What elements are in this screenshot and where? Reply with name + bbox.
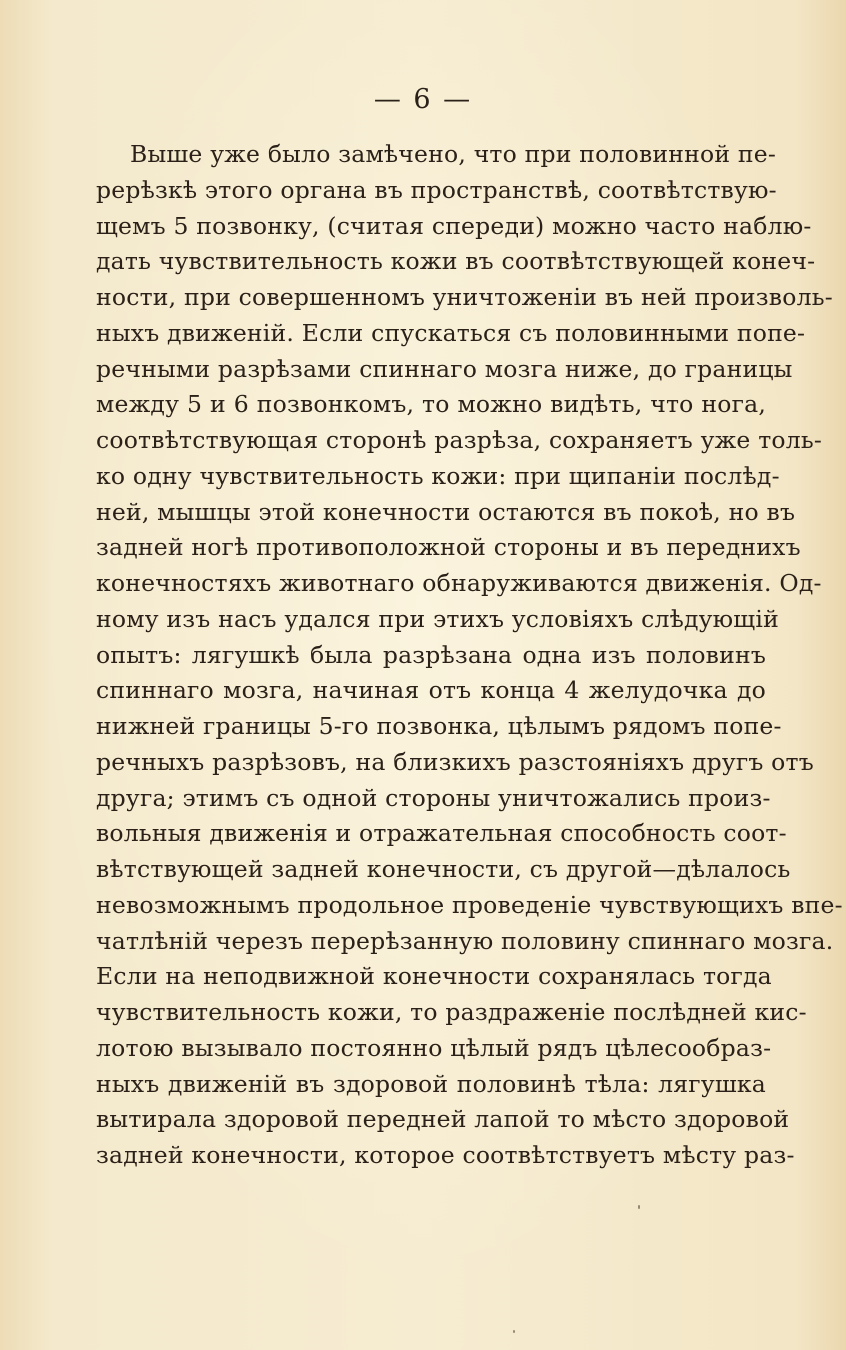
text-line: нижней границы 5-го позвонка, цѣлымъ рядомъ попе-: [96, 712, 782, 740]
text-line: чувствительность кожи, то раздраженіе послѣдней кис-: [96, 998, 807, 1026]
text-line: лотою вызывало постоянно цѣлый рядъ цѣлесообраз-: [96, 1033, 772, 1062]
text-line: Если на неподвижной конечности сохранялась тогда: [96, 962, 772, 991]
text-line: щемъ 5 позвонку, (считая спереди) можно часто наблю-: [96, 211, 812, 240]
text-line: рерѣзкѣ этого органа въ пространствѣ, соотвѣтствую-: [96, 175, 777, 204]
text-line: ныхъ движеній. Если спускаться съ половинными попе-: [96, 318, 806, 347]
paper-speck: [513, 1330, 515, 1333]
text-line: речныхъ разрѣзовъ, на близкихъ разстояніяхъ другъ отъ: [96, 747, 814, 776]
text-line: вѣтствующей задней конечности, съ другой—дѣлалось: [96, 855, 791, 883]
text-line: ному изъ насъ удался при этихъ условіяхъ слѣдующій: [96, 604, 779, 633]
text-line: ней, мышцы этой конечности остаются въ покоѣ, но въ: [96, 497, 796, 526]
page-number: — 6 —: [373, 84, 473, 115]
text-line: ности, при совершенномъ уничтоженіи въ ней произволь-: [96, 283, 833, 311]
body-text: [96, 137, 843, 1174]
text-line: соотвѣтствующая сторонѣ разрѣза, сохраняетъ уже толь-: [96, 426, 823, 454]
text-line: конечностяхъ животнаго обнаруживаются движенія. Од-: [96, 569, 822, 597]
text-line: ныхъ движеній въ здоровой половинѣ тѣла: лягушка: [96, 1069, 766, 1098]
text-line: между 5 и 6 позвонкомъ, то можно видѣть, что нога,: [96, 390, 766, 419]
text-line: невозможнымъ продольное проведеніе чувствующихъ впе-: [96, 890, 843, 919]
text-line: речными разрѣзами спиннаго мозга ниже, до границы: [96, 354, 793, 383]
text-line: дать чувствительность кожи въ соотвѣтствующей конеч-: [96, 247, 816, 276]
text-line: опытъ: лягушкѣ была разрѣзана одна изъ половинъ: [96, 640, 766, 669]
text-line: Выше уже было замѣчено, что при половинной пе-: [130, 140, 776, 168]
paper-speck: [638, 1205, 640, 1209]
text-line: ко одну чувствительность кожи: при щипаніи послѣд-: [96, 461, 780, 490]
text-line: вольныя движенія и отражательная способность соот-: [96, 819, 787, 848]
text-line: задней ногѣ противоположной стороны и въ переднихъ: [96, 533, 801, 562]
text-line: спиннаго мозга, начиная отъ конца 4 желудочка до: [96, 676, 766, 705]
text-line: чатлѣній черезъ перерѣзанную половину спиннаго мозга.: [96, 926, 834, 955]
text-line: друга; этимъ съ одной стороны уничтожались произ-: [96, 783, 771, 812]
text-line: задней конечности, которое соотвѣтствуетъ мѣсту раз-: [96, 1141, 795, 1169]
text-line: вытирала здоровой передней лапой то мѣсто здоровой: [96, 1105, 790, 1134]
